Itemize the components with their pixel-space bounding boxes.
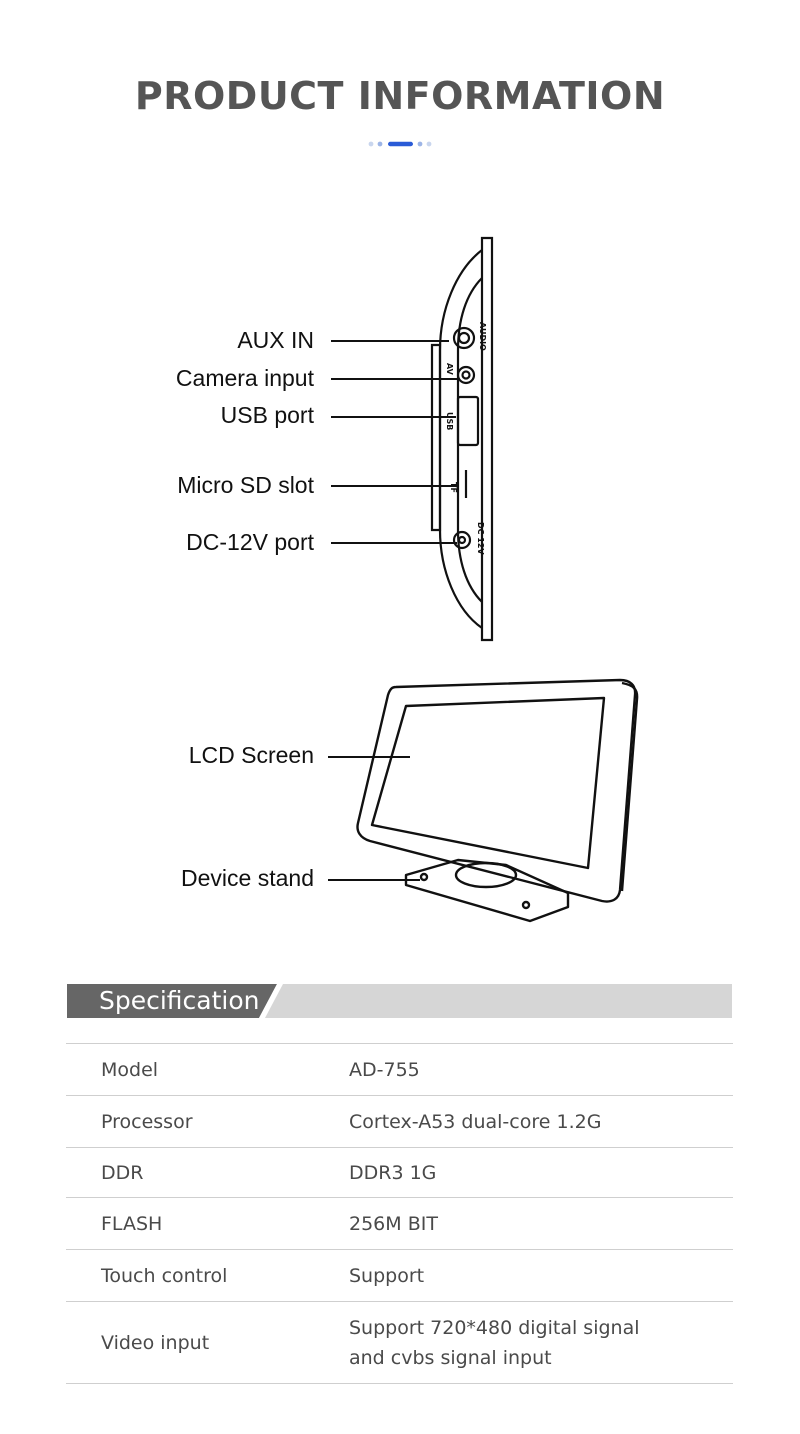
spec-value bbox=[349, 1302, 733, 1384]
spec-key: FLASH bbox=[101, 1212, 163, 1235]
table-row bbox=[66, 1198, 733, 1250]
callout-dc-12v-port: DC-12V port bbox=[186, 529, 314, 555]
table-row bbox=[66, 1044, 733, 1096]
callout-device-stand: Device stand bbox=[181, 865, 314, 891]
device-side-view-drawing bbox=[420, 230, 510, 650]
table-row bbox=[66, 1302, 733, 1384]
spec-value: Cortex-A53 dual-core 1.2G bbox=[349, 1110, 602, 1133]
spec-key: Processor bbox=[101, 1110, 193, 1133]
spec-value-line: Support 720*480 digital signal bbox=[349, 1316, 640, 1339]
svg-text:DC 12V: DC 12V bbox=[476, 522, 485, 555]
spec-value-line: and cvbs signal input bbox=[349, 1346, 552, 1369]
callout-micro-sd-slot: Micro SD slot bbox=[177, 472, 314, 498]
callout-aux-in: AUX IN bbox=[237, 327, 314, 353]
page-title: PRODUCT INFORMATION bbox=[134, 74, 666, 118]
spec-title: Specification bbox=[99, 986, 260, 1015]
svg-text:TF: TF bbox=[449, 482, 458, 493]
spec-value: DDR3 1G bbox=[349, 1161, 437, 1184]
callout-camera-input: Camera input bbox=[175, 365, 314, 391]
spec-table bbox=[66, 1043, 733, 1384]
svg-text:AV: AV bbox=[445, 363, 454, 375]
table-row bbox=[66, 1148, 733, 1198]
callout-usb-port: USB port bbox=[220, 402, 314, 428]
callout-lcd-screen: LCD Screen bbox=[188, 742, 314, 768]
spec-value: Support bbox=[349, 1264, 425, 1287]
spec-key: Touch control bbox=[101, 1264, 228, 1287]
table-row bbox=[66, 1250, 733, 1302]
spec-value: 256M BIT bbox=[349, 1212, 438, 1235]
spec-value: AD-755 bbox=[349, 1058, 420, 1081]
section-divider-dots bbox=[368, 140, 434, 148]
svg-text:AUDIO: AUDIO bbox=[478, 322, 487, 351]
table-row bbox=[66, 1096, 733, 1148]
spec-key: Model bbox=[101, 1058, 159, 1081]
spec-key: DDR bbox=[101, 1161, 144, 1184]
device-front-view-drawing bbox=[350, 675, 640, 930]
svg-text:USB: USB bbox=[445, 412, 454, 431]
spec-key: Video input bbox=[101, 1331, 210, 1354]
